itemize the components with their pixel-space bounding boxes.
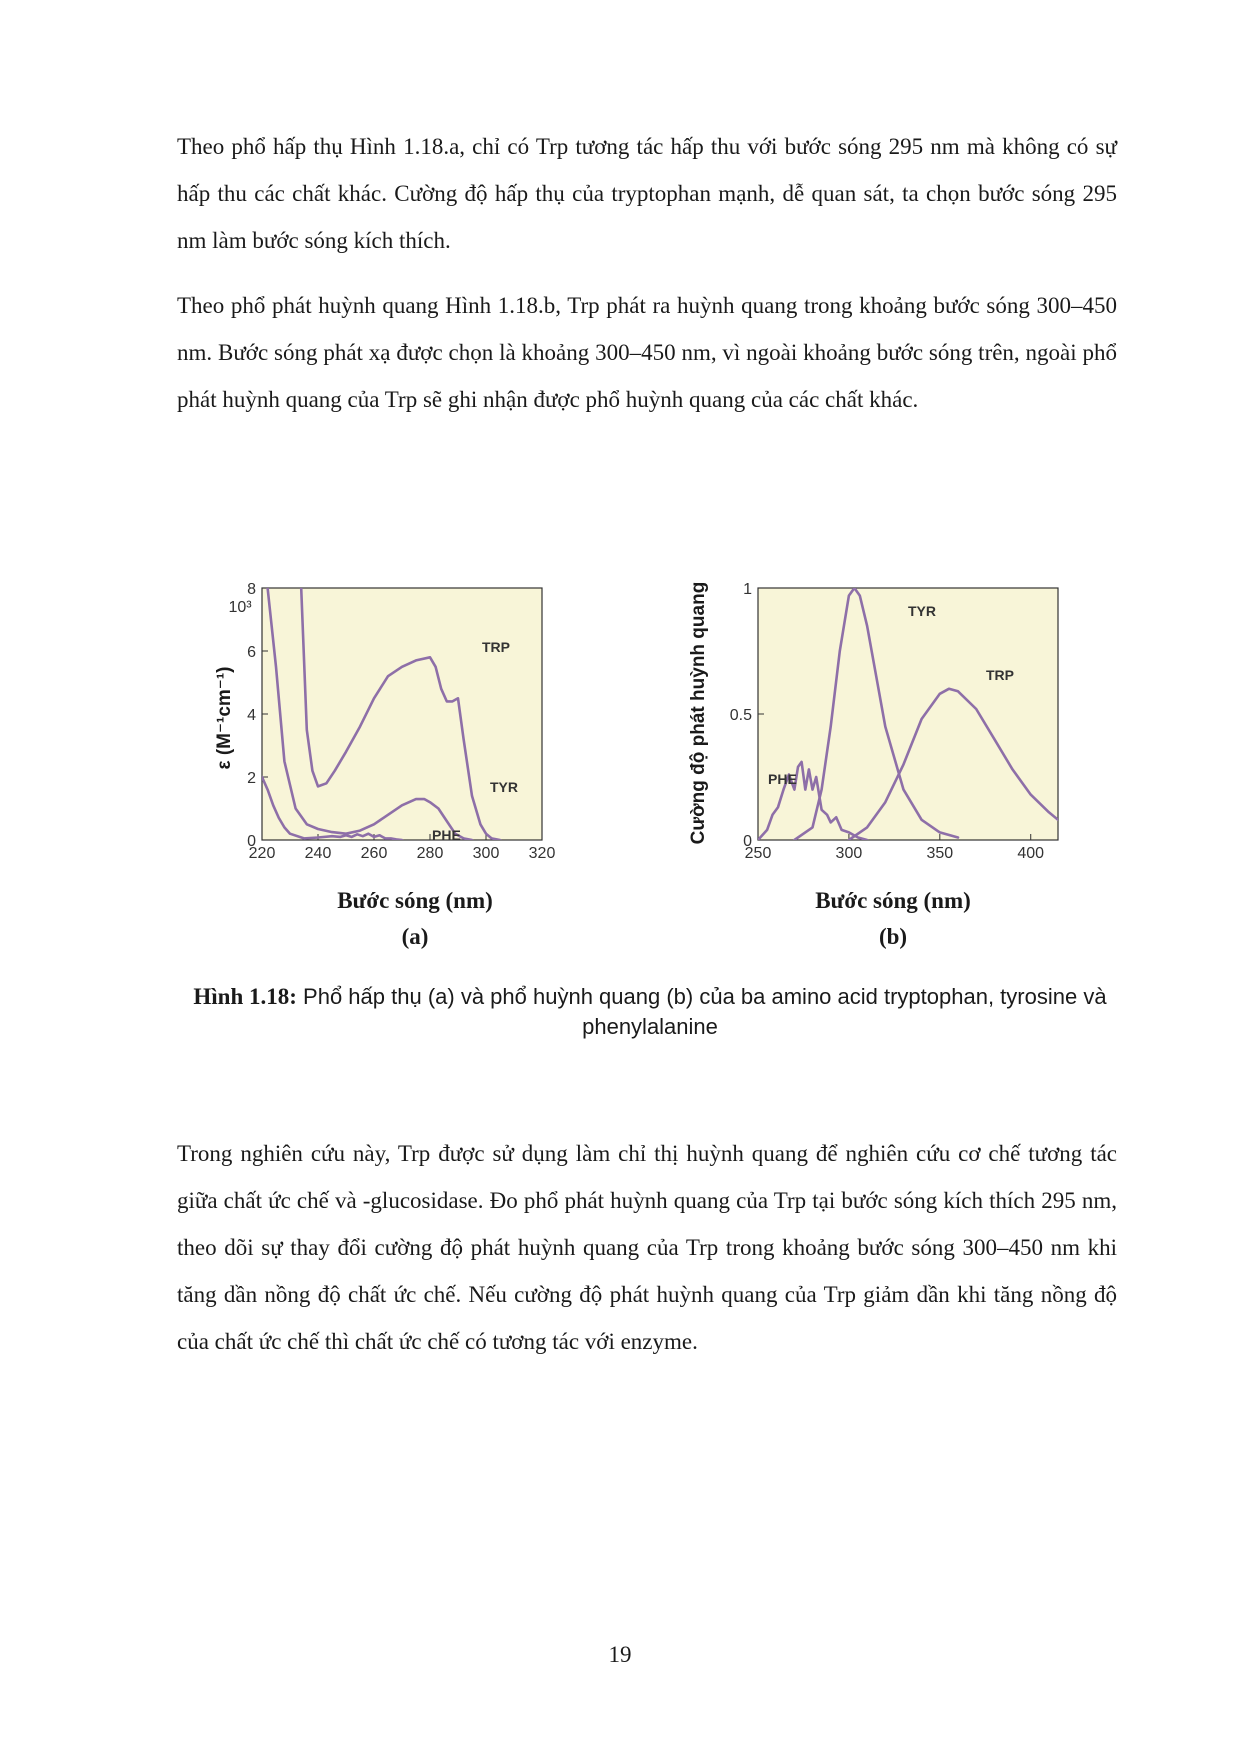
series-label-tyr: TYR: [908, 603, 936, 619]
y-tick-label: 0: [247, 833, 256, 850]
figure-a: [210, 578, 610, 958]
figure-caption: [170, 982, 1130, 1042]
series-label-tyr: TYR: [490, 779, 518, 795]
paragraph-1: Theo phổ hấp thụ Hình 1.18.a, chỉ có Trp tương tác hấp thu với bước sóng 295 nm mà không có sự hấp thu các chất khác. Cường độ hấp thụ của tryptophan mạnh, dễ quan sát, ta chọn bước sóng 295 nm làm bước sóng kích thích.: [177, 134, 1117, 253]
plot-area: [262, 588, 542, 840]
caption-label: Hình 1.18:: [193, 984, 297, 1009]
absorption-chart: [210, 578, 610, 878]
y-tick-label: 0: [743, 833, 752, 850]
y-axis-label: Cường độ phát huỳnh quang: [688, 581, 709, 845]
figure-b-sublabel: (b): [878, 924, 908, 949]
y-tick-label: 8: [247, 581, 256, 598]
page-number: 19: [608, 1642, 632, 1667]
x-tick-label: 320: [528, 845, 556, 862]
y-tick-label: 1: [743, 581, 752, 598]
y-tick-label: 0.5: [729, 707, 752, 724]
series-label-phe: PHE: [768, 771, 797, 787]
x-tick-label: 400: [1017, 845, 1045, 862]
paragraph-3: Trong nghiên cứu này, Trp được sử dụng làm chỉ thị huỳnh quang để nghiên cứu cơ chế tương tác giữa chất ức chế và -glucosidase. Đo phổ phát huỳnh quang của Trp tại bước sóng kích thích 295 nm, theo dõi sự thay đổi cường độ phát huỳnh quang của Trp trong khoảng bước sóng 300–450 nm khi tăng dần nồng độ chất ức chế. Nếu cường độ phát huỳnh quang của Trp giảm dần khi tăng nồng độ của chất ức chế thì chất ức chế có tương tác với enzyme.: [177, 1141, 1117, 1354]
x-tick-label: 350: [926, 845, 954, 862]
y-tick-label: 6: [247, 644, 256, 661]
x-tick-label: 300: [835, 845, 863, 862]
series-label-trp: TRP: [482, 639, 510, 655]
x-tick-label: 260: [360, 845, 388, 862]
figure-a-sublabel: (a): [401, 924, 429, 949]
plot-area: [758, 588, 1058, 840]
figure-b: [688, 578, 1098, 958]
y-axis-label: ε (M⁻¹cm⁻¹): [214, 666, 235, 770]
fluorescence-chart: [688, 578, 1098, 878]
paragraph-2: Theo phổ phát huỳnh quang Hình 1.18.b, Trp phát ra huỳnh quang trong khoảng bước sóng 300–450 nm. Bước sóng phát xạ được chọn là khoảng 300–450 nm, vì ngoài khoảng bước sóng trên, ngoài phổ phát huỳnh quang của Trp sẽ ghi nhận được phổ huỳnh quang của các chất khác.: [177, 293, 1117, 412]
series-label-phe: PHE: [432, 827, 461, 843]
y-multiplier: 10³: [228, 599, 252, 616]
figure-a-xlabel: Bước sóng (nm): [337, 888, 493, 913]
caption-text: Phổ hấp thụ (a) và phổ huỳnh quang (b) của ba amino acid tryptophan, tyrosine và phenylalanine: [296, 984, 1107, 1039]
series-label-trp: TRP: [986, 667, 1014, 683]
x-tick-label: 220: [248, 845, 276, 862]
x-tick-label: 280: [416, 845, 444, 862]
y-tick-label: 4: [247, 707, 256, 724]
x-tick-label: 300: [472, 845, 500, 862]
y-tick-label: 2: [247, 770, 256, 787]
figure-b-xlabel: Bước sóng (nm): [815, 888, 971, 913]
x-tick-label: 240: [304, 845, 332, 862]
x-tick-label: 250: [744, 845, 772, 862]
